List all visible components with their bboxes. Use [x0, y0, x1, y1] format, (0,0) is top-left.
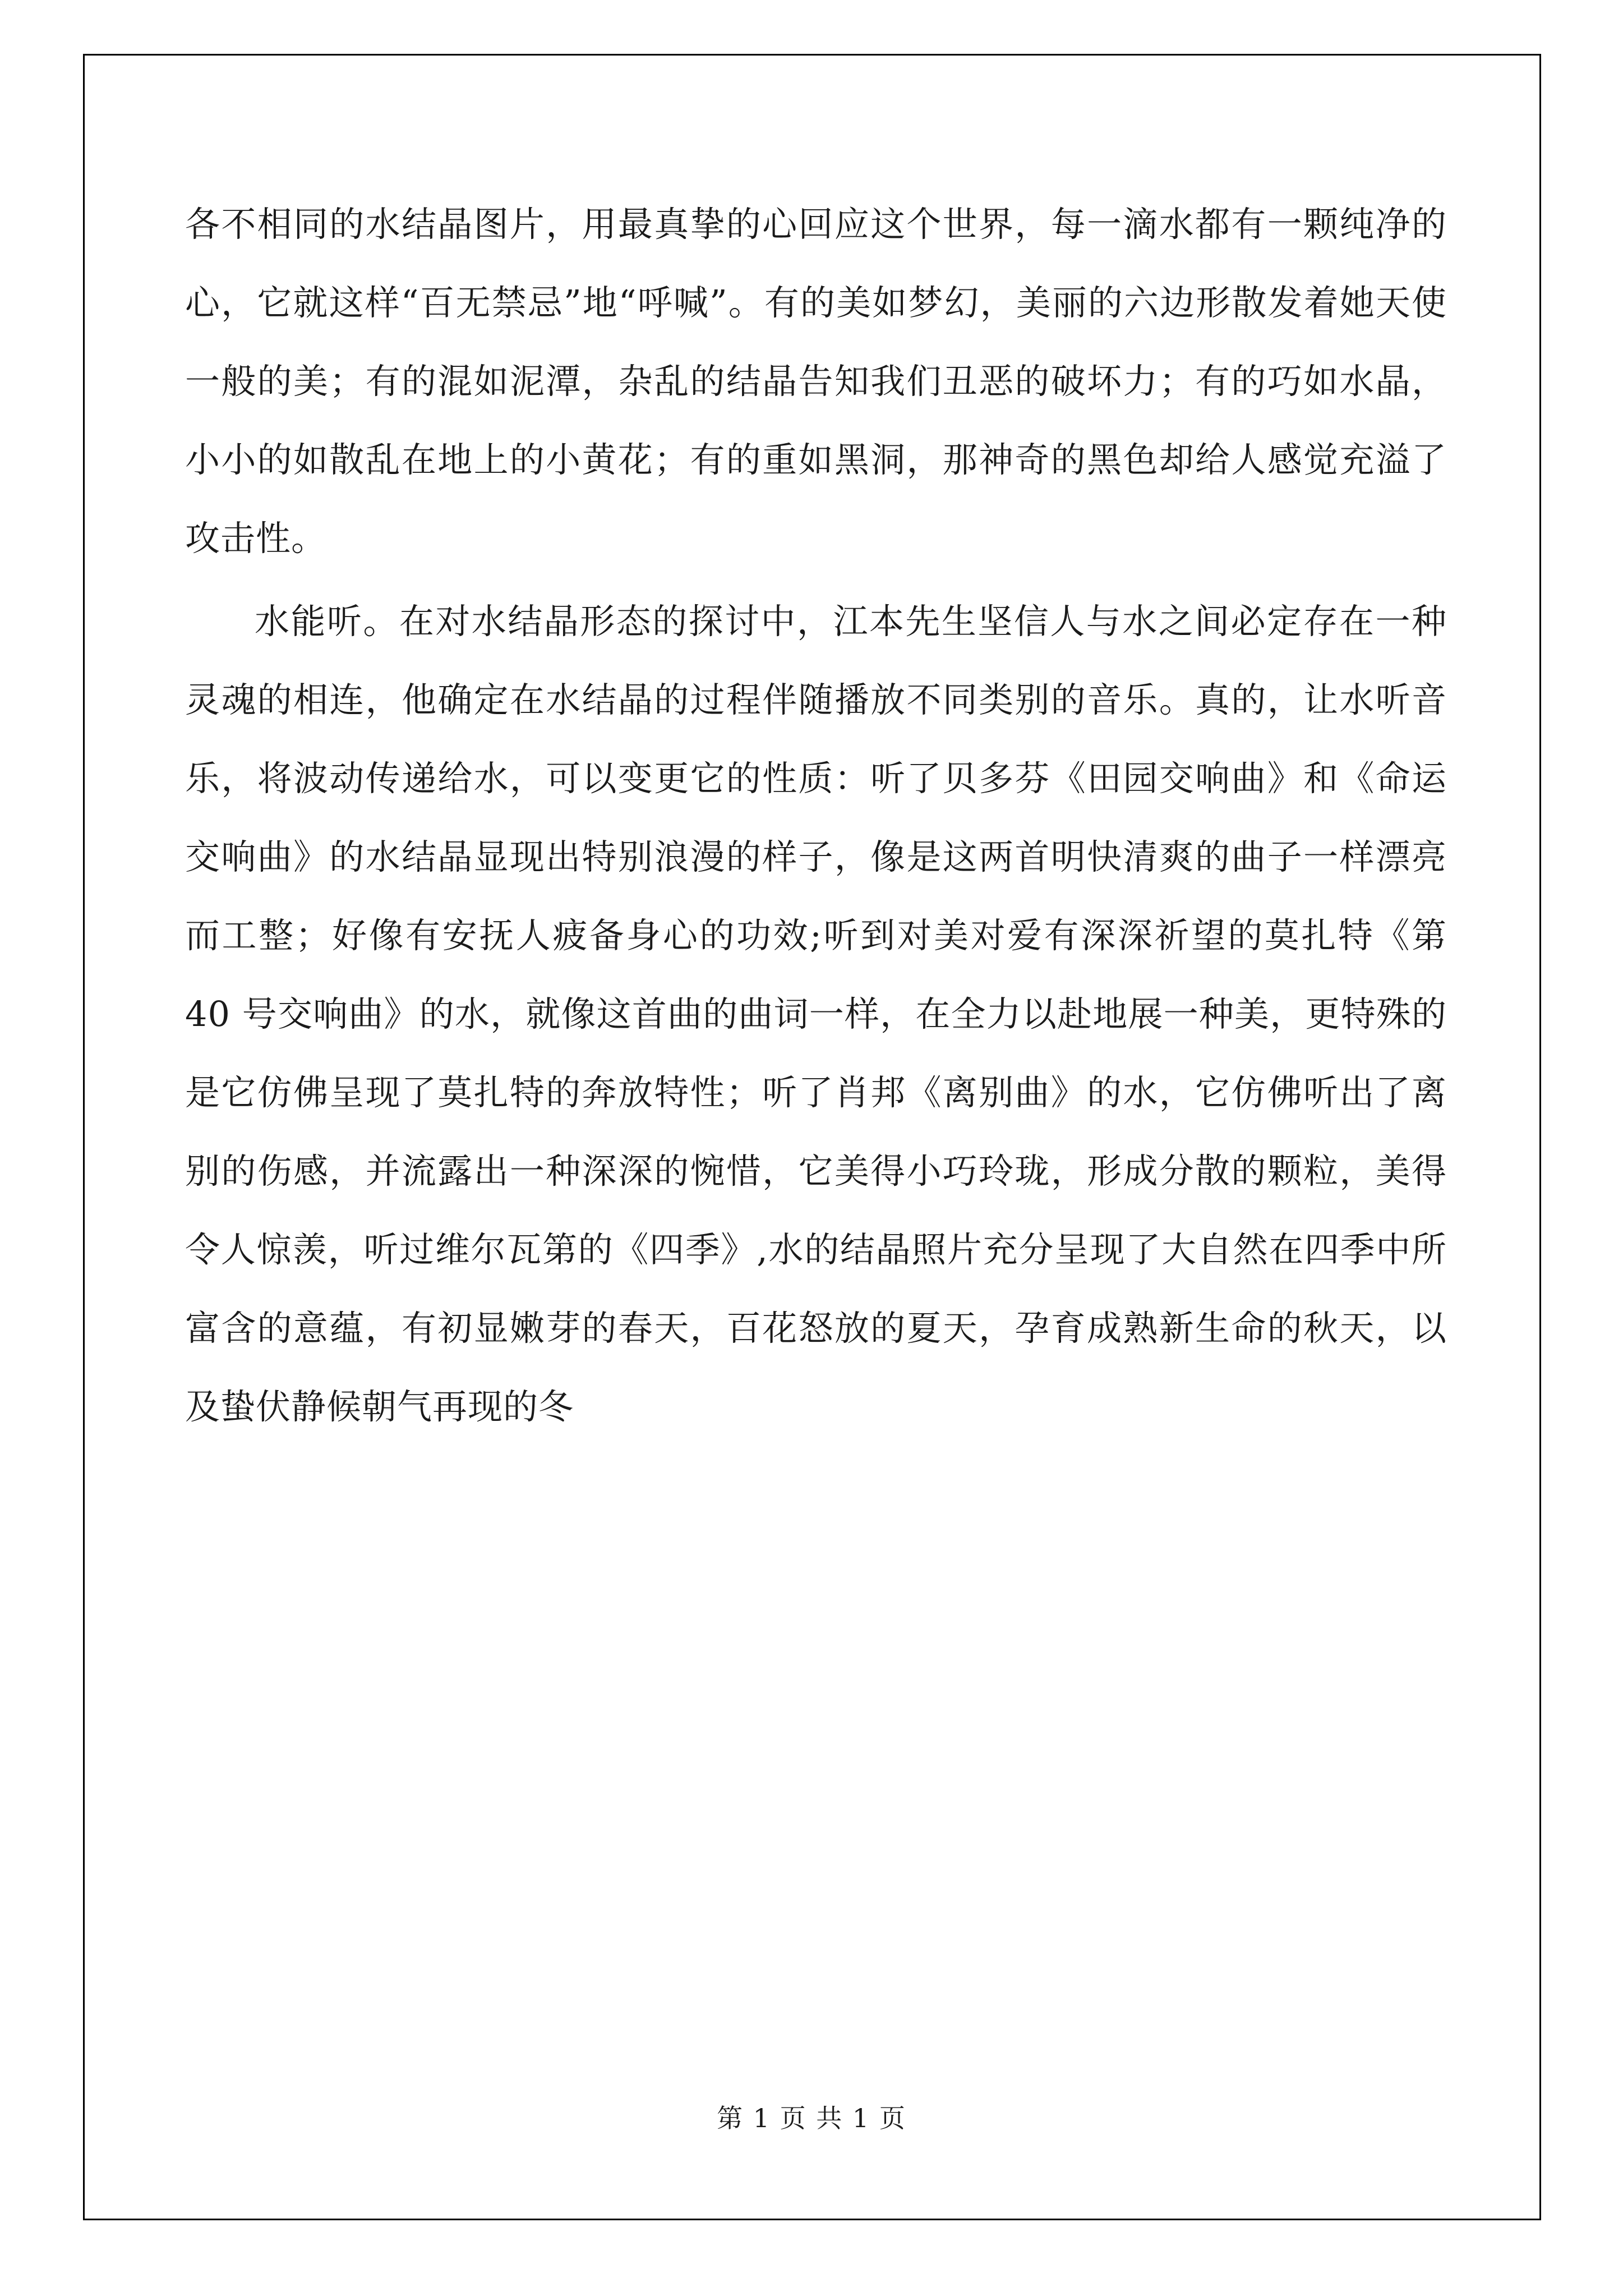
paragraph-2: 水能听。在对水结晶形态的探讨中，江本先生坚信人与水之间必定存在一种灵魂的相连，他确定在水结晶的过程伴随播放不同类别的音乐。真的，让水听音乐，将波动传递给水，可以变更它的性质：听了贝多芬《田园交响曲》和《命运交响曲》的水结晶显现出特别浪漫的样子，像是这两首明快清爽的曲子一样漂亮而工整；好像有安抚人疲备身心的功效;听到对美对爱有深深祈望的莫扎特《第 40 号交响曲》的水，就像这首曲的曲词一样，在全力以赴地展一种美，更特殊的是它仿佛呈现了莫扎特的奔放特性；听了肖邦《离别曲》的水，它仿佛听出了离别的伤感，并流露出一种深深的惋惜，它美得小巧玲珑，形成分散的颗粒，美得令人惊羡，听过维尔瓦第的《四季》,水的结晶照片充分呈现了大自然在四季中所富含的意蕴，有初显嫩芽的春天，百花怒放的夏天，孕育成熟新生命的秋天，以及蛰伏静候朝气再现的冬: [185, 601, 1447, 1427]
page-footer: 第 1 页 共 1 页: [717, 2103, 906, 2133]
paragraph-1: 各不相同的水结晶图片，用最真挚的心回应这个世界，每一滴水都有一颗纯净的心，它就这样“百无禁忌”地“呼喊”。有的美如梦幻，美丽的六边形散发着她天使一般的美；有的混如泥潭，杂乱的结晶告知我们丑恶的破坏力；有的巧如水晶，小小的如散乱在地上的小黄花；有的重如黑洞，那神奇的黑色却给人感觉充溢了攻击性。: [185, 204, 1447, 559]
document-body: [185, 185, 1447, 1451]
